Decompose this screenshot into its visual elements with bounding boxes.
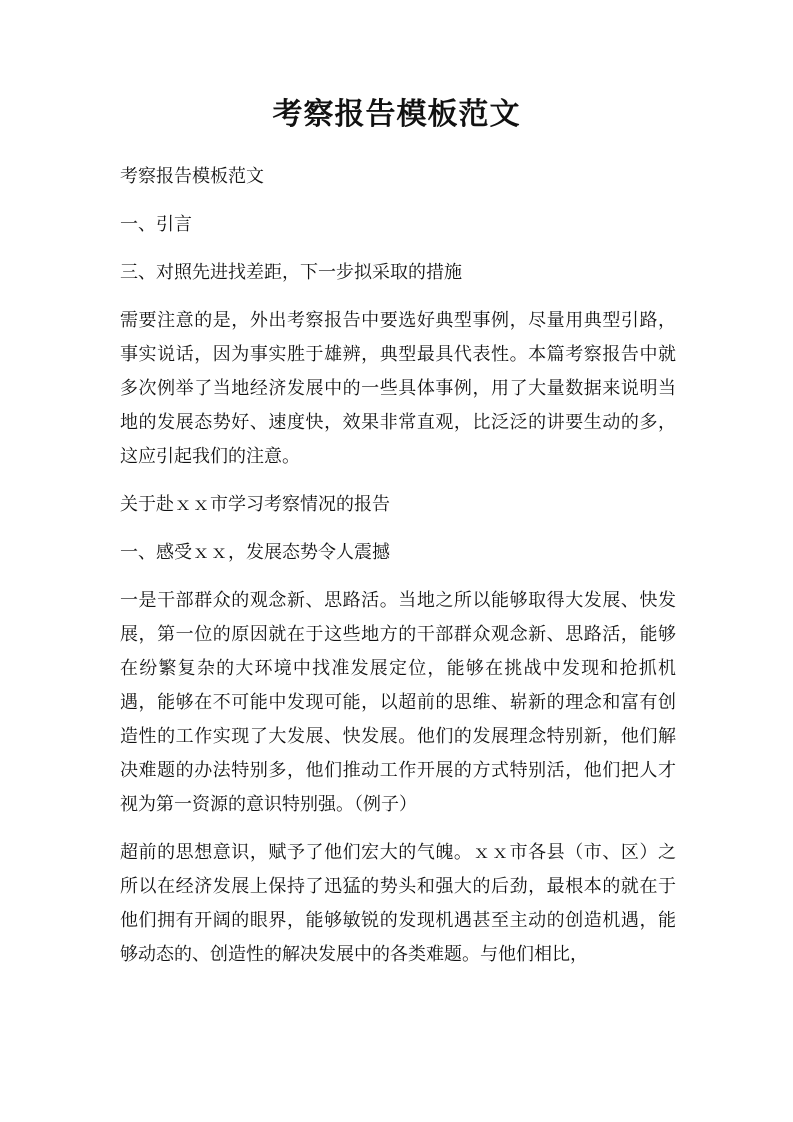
paragraph-doc-name: 考察报告模板范文: [120, 166, 264, 187]
paragraph-note: 需要注意的是，外出考察报告中要选好典型事例，尽量用典型引路，事实说话，因为事实胜于雄辨，典型最具代表性。本篇考察报告中就多次例举了当地经济发展中的一些具体事例，用了大量数据来说明当地的发展态势好、速度快，效果非常直观，比泛泛的讲要生动的多，这应引起我们的注意。: [120, 310, 676, 467]
document-title: 考察报告模板范文: [272, 97, 521, 132]
paragraph-measures-heading: 三、对照先进找差距，下一步拟采取的措施: [120, 262, 462, 283]
paragraph-report-title: 关于赴ｘｘ市学习考察情况的报告: [120, 494, 390, 515]
paragraph-introduction-heading: 一、引言: [120, 214, 192, 235]
paragraph-body-2: 超前的思想意识，赋予了他们宏大的气魄。ｘｘ市各县（市、区）之所以在经济发展上保持了迅猛的势头和强大的后劲，最根本的就在于他们拥有开阔的眼界，能够敏锐的发现机遇甚至主动的创造机遇，能够动态的、创造性的解决发展中的各类难题。与他们相比，: [120, 842, 676, 965]
paragraph-section-heading: 一、感受ｘｘ，发展态势令人震撼: [120, 542, 390, 563]
document-body: [120, 160, 676, 986]
paragraph-body-1: 一是干部群众的观念新、思路活。当地之所以能够取得大发展、快发展，第一位的原因就在于这些地方的干部群众观念新、思路活，能够在纷繁复杂的大环境中找准发展定位，能够在挑战中发现和抢抓机遇，能够在不可能中发现可能，以超前的思维、崭新的理念和富有创造性的工作实现了大发展、快发展。他们的发展理念特别新，他们解决难题的办法特别多，他们推动工作开展的方式特别活，他们把人才视为第一资源的意识特别强。（例子）: [120, 590, 676, 815]
